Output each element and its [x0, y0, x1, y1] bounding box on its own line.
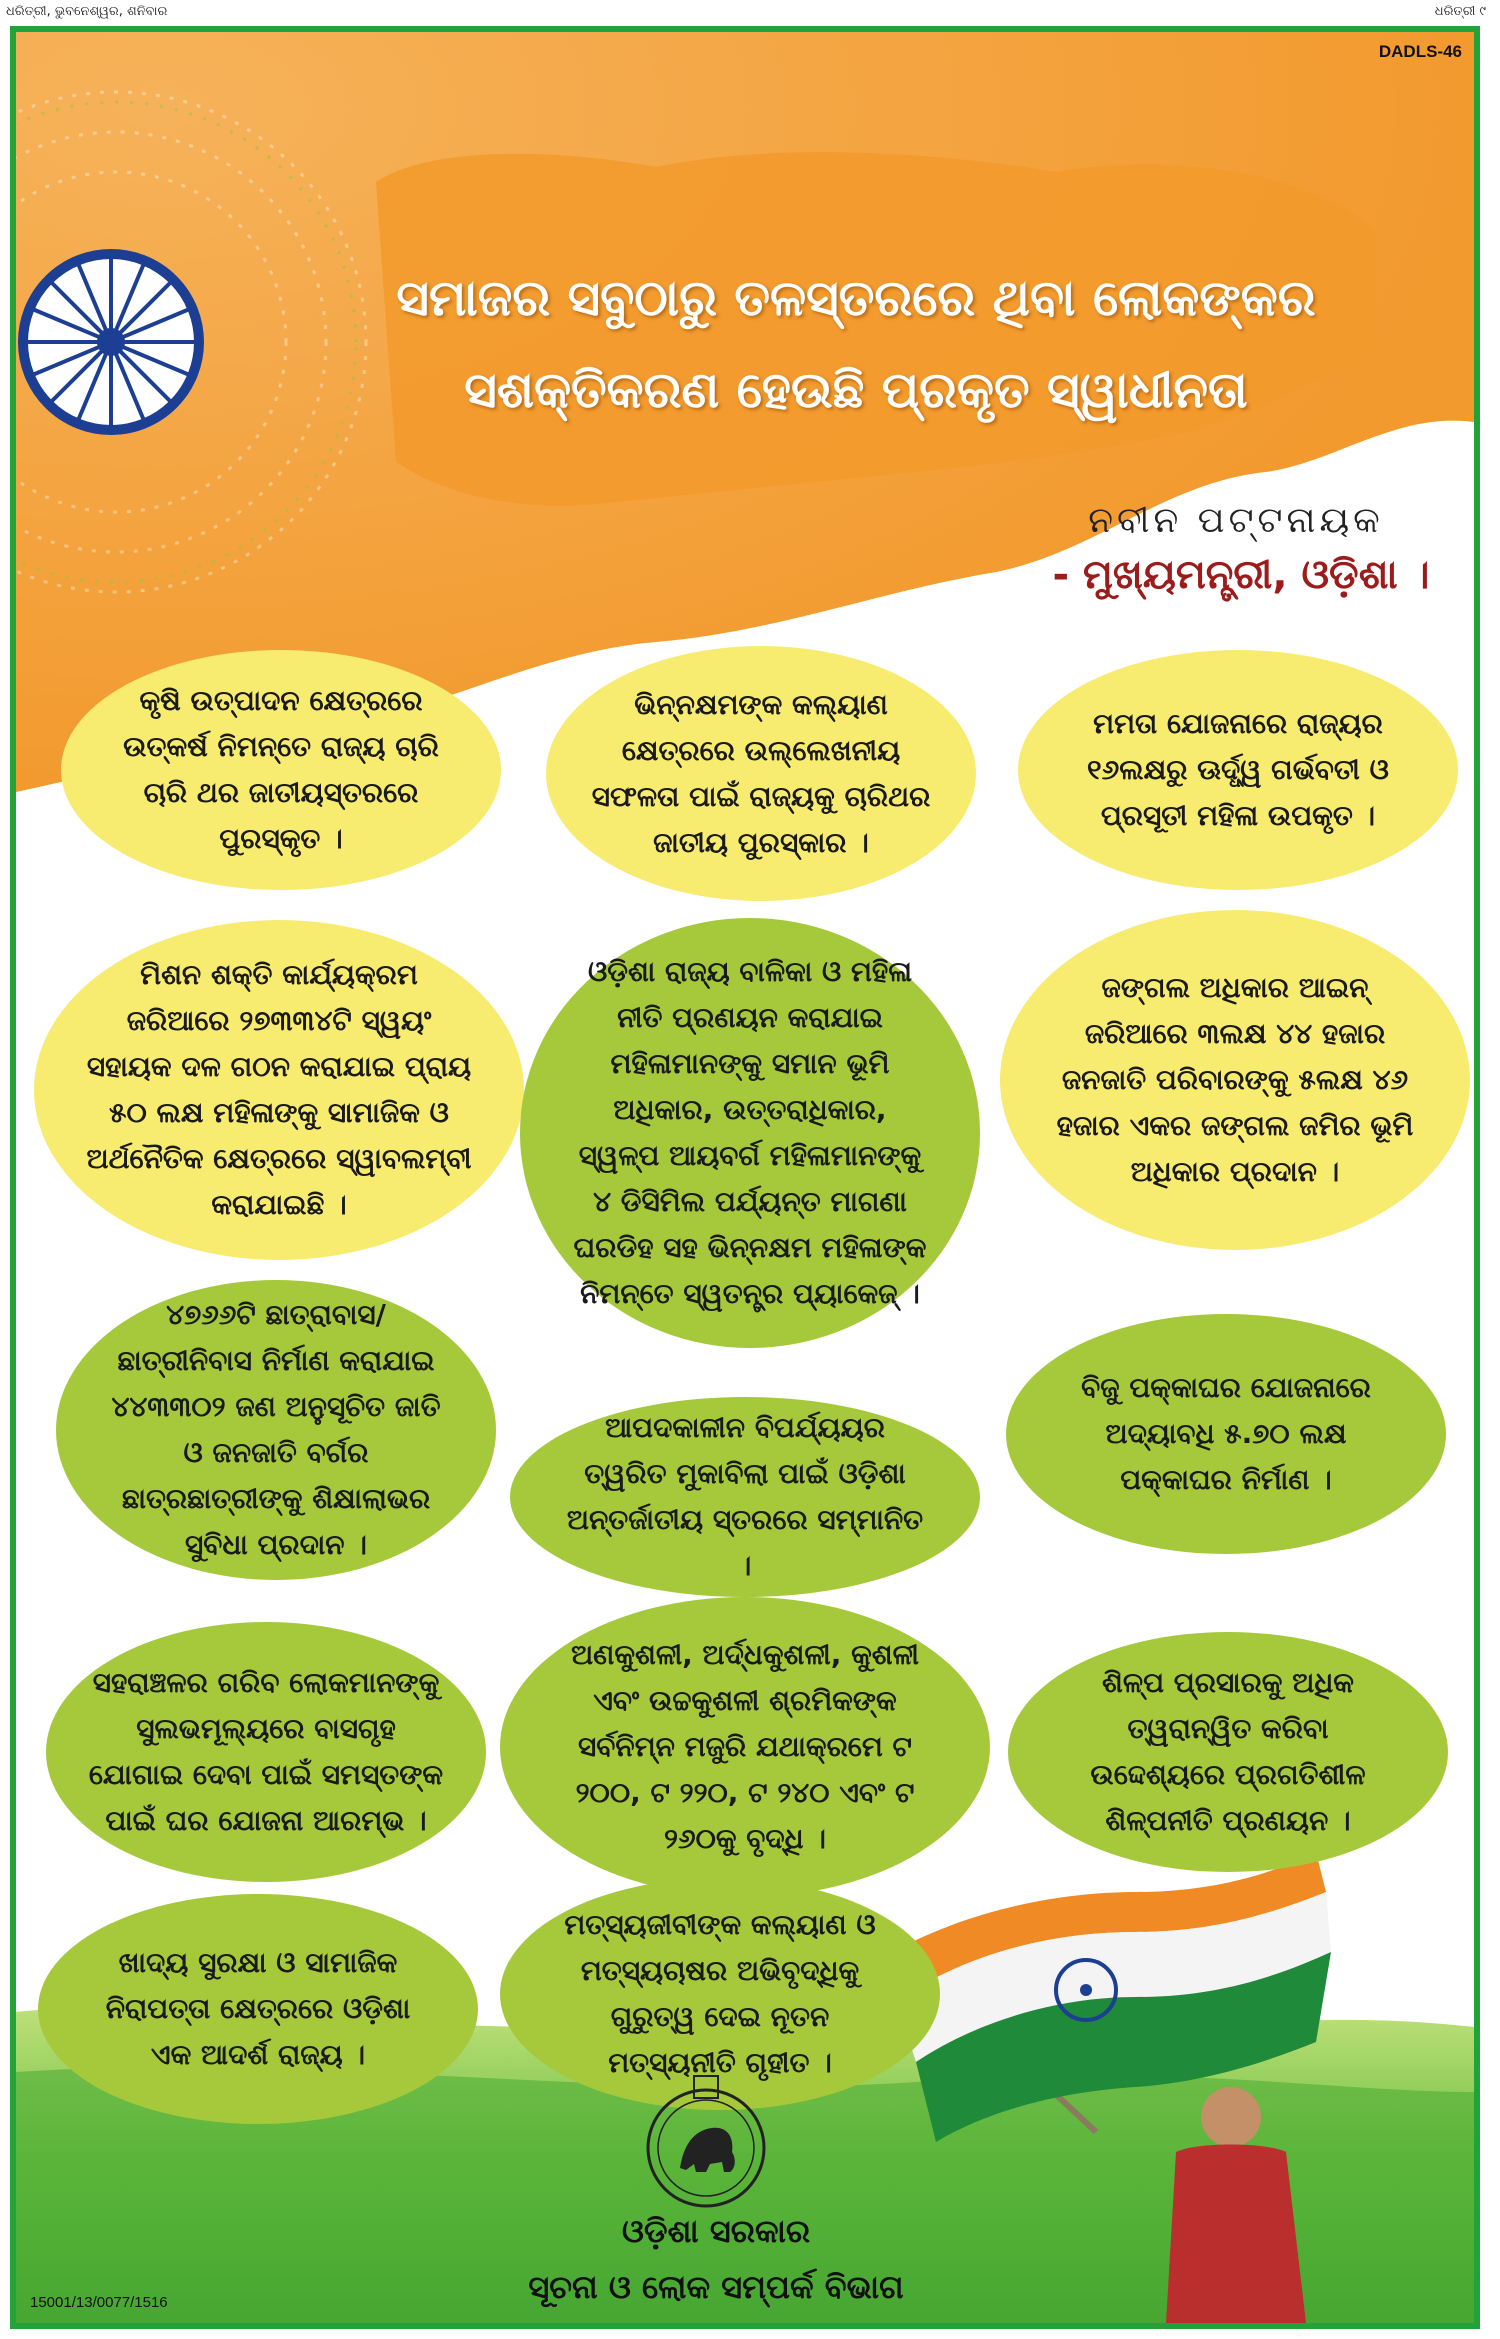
fact-bubble: ଆପଦକାଳୀନ ବିପର୍ଯ୍ୟୟର ତ୍ୱରିତ ମୁକାବିଲା ପାଇଁ ଓଡ଼ିଶା ଅନ୍ତର୍ଜାତୀୟ ସ୍ତରରେ ସମ୍ମାନିତ ।	[510, 1397, 980, 1597]
fact-bubble: ବିଜୁ ପକ୍କାଘର ଯୋଜନାରେ ଅଦ୍ୟାବଧି ୫.୭୦ ଲକ୍ଷ ପକ୍କାଘର ନିର୍ମାଣ ।	[1006, 1314, 1446, 1554]
fact-bubble: ଜଙ୍ଗଲ ଅଧିକାର ଆଇନ୍ ଜରିଆରେ ୩ଲକ୍ଷ ୪୪ ହଜାର ଜନଜାତି ପରିବାରଙ୍କୁ ୫ଲକ୍ଷ ୪୬ ହଜାର ଏକର ଜଙ୍ଗଲ ଜମିର ଭୂମି ଅଧିକାର ପ୍ରଦାନ ।	[1000, 910, 1470, 1250]
fact-bubble: ଶିଳ୍ପ ପ୍ରସାରକୁ ଅଧିକ ତ୍ୱରାନ୍ୱିତ କରିବା ଉଦ୍ଦେଶ୍ୟରେ ପ୍ରଗତିଶୀଳ ଶିଳ୍ପନୀତି ପ୍ରଣୟନ ।	[1008, 1632, 1448, 1872]
designation: - ମୁଖ୍ୟମନ୍ତ୍ରୀ, ଓଡ଼ିଶା ।	[1052, 552, 1430, 598]
odisha-emblem-icon	[636, 2072, 776, 2212]
newspaper-header	[0, 0, 1500, 24]
signature: ନବୀନ ପଟ୍ଟନାୟକ	[1088, 500, 1384, 541]
header-right-text: ଧରିତ୍ରୀ ୯	[1434, 4, 1486, 19]
fact-bubble: ମମତା ଯୋଜନାରେ ରାଜ୍ୟର ୧୬ଲକ୍ଷରୁ ଊର୍ଦ୍ଧ୍ୱ ଗର୍ଭବତୀ ଓ ପ୍ରସୂତୀ ମହିଳା ଉପକୃତ ।	[1018, 650, 1458, 890]
advertisement-frame	[10, 26, 1480, 2329]
fact-bubble: ଖାଦ୍ୟ ସୁରକ୍ଷା ଓ ସାମାଜିକ ନିରାପତ୍ତା କ୍ଷେତ୍ରରେ ଓଡ଼ିଶା ଏକ ଆଦର୍ଶ ରାଜ୍ୟ ।	[38, 1894, 478, 2124]
footer-department: ସୂଚନା ଓ ଲୋକ ସମ୍ପର୍କ ବିଭାଗ	[528, 2268, 904, 2306]
fact-bubble: ଓଡ଼ିଶା ରାଜ୍ୟ ବାଳିକା ଓ ମହିଳା ନୀତି ପ୍ରଣୟନ କରାଯାଇ ମହିଳାମାନଙ୍କୁ ସମାନ ଭୂମି ଅଧିକାର, ଉତ୍ତରାଧିକାର, ସ୍ୱଳ୍ପ ଆୟବର୍ଗ ମହିଳାମାନଙ୍କୁ ୪ ଡିସିମିଲ ପର୍ଯ୍ୟନ୍ତ ମାଗଣା ଘରଡିହ ସହ ଭିନ୍ନକ୍ଷମ ମହିଳାଙ୍କ ନିମନ୍ତେ ସ୍ୱତନ୍ତ୍ର ପ୍ୟାକେଜ୍ ।	[520, 918, 980, 1348]
fact-bubble: ଅଣକୁଶଳୀ, ଅର୍ଦ୍ଧକୁଶଳୀ, କୁଶଳୀ ଏବଂ ଉଚ୍ଚକୁଶଳୀ ଶ୍ରମିକଙ୍କ ସର୍ବନିମ୍ନ ମଜୁରି ଯଥାକ୍ରମେ ଟ ୨୦୦, ଟ ୨୨୦, ଟ ୨୪୦ ଏବଂ ଟ ୨୬୦କୁ ବୃଦ୍ଧି ।	[500, 1597, 990, 1897]
header-left-text: ଧରିତ୍ରୀ, ଭୁବନେଶ୍ୱର, ଶନିବାର	[6, 4, 168, 19]
fact-bubble: କୃଷି ଉତ୍ପାଦନ କ୍ଷେତ୍ରରେ ଉତ୍କର୍ଷ ନିମନ୍ତେ ରାଜ୍ୟ ଚାରି ଚାରି ଥର ଜାତୀୟସ୍ତରରେ ପୁରସ୍କୃତ ।	[61, 650, 501, 890]
fact-bubble: ମିଶନ ଶକ୍ତି କାର୍ଯ୍ୟକ୍ରମ ଜରିଆରେ ୨୭୩୩୪ଟି ସ୍ୱୟଂ ସହାୟକ ଦଳ ଗଠନ କରାଯାଇ ପ୍ରାୟ ୫୦ ଲକ୍ଷ ମହିଳାଙ୍କୁ ସାମାଜିକ ଓ ଅର୍ଥନୈତିକ କ୍ଷେତ୍ରରେ ସ୍ୱାବଲମ୍ବୀ କରାଯାଇଛି ।	[34, 920, 524, 1260]
fact-bubble: ୪୭୬୬ଟି ଛାତ୍ରାବାସ/ଛାତ୍ରୀନିବାସ ନିର୍ମାଣ କରାଯାଇ ୪୪୩୩୦୨ ଜଣ ଅନୁସୂଚିତ ଜାତି ଓ ଜନଜାତି ବର୍ଗର ଛାତ୍ରଛାତ୍ରୀଙ୍କୁ ଶିକ୍ଷାଲାଭର ସୁବିଧା ପ୍ରଦାନ ।	[56, 1280, 496, 1580]
fact-bubble: ସହରାଞ୍ଚଳର ଗରିବ ଲୋକମାନଙ୍କୁ ସୁଲଭମୂଲ୍ୟରେ ବାସଗୃହ ଯୋଗାଇ ଦେବା ପାଇଁ ସମସ୍ତଙ୍କ ପାଇଁ ଘର ଯୋଜନା ଆରମ୍ଭ ।	[46, 1622, 486, 1882]
headline-line-2: ସଶକ୍ତିକରଣ ହେଉଛି ପ୍ରକୃତ ସ୍ୱାଧୀନତା	[464, 361, 1248, 419]
headline-line-1: ସମାଜର ସବୁଠାରୁ ତଳସ୍ତରରେ ଥିବା ଲୋକଙ୍କର	[396, 269, 1316, 327]
fact-bubble: ଭିନ୍ନକ୍ଷମଙ୍କ କଲ୍ୟାଣ କ୍ଷେତ୍ରରେ ଉଲ୍ଲେଖନୀୟ ସଫଳତା ପାଇଁ ରାଜ୍ୟକୁ ଚାରିଥର ଜାତୀୟ ପୁରସ୍କାର ।	[546, 646, 976, 901]
ad-code: DADLS-46	[1378, 42, 1462, 61]
ashoka-chakra-icon	[23, 254, 199, 430]
reference-number: 15001/13/0077/1516	[30, 2294, 168, 2311]
footer-government: ଓଡ଼ିଶା ସରକାର	[621, 2212, 811, 2250]
fact-bubble: ମତ୍ସ୍ୟଜୀବୀଙ୍କ କଲ୍ୟାଣ ଓ ମତ୍ସ୍ୟଚାଷର ଅଭିବୃଦ୍ଧିକୁ ଗୁରୁତ୍ୱ ଦେଇ ନୂତନ ମତ୍ସ୍ୟନୀତି ଗୃହୀତ ।	[500, 1878, 940, 2110]
headline	[356, 252, 1356, 436]
